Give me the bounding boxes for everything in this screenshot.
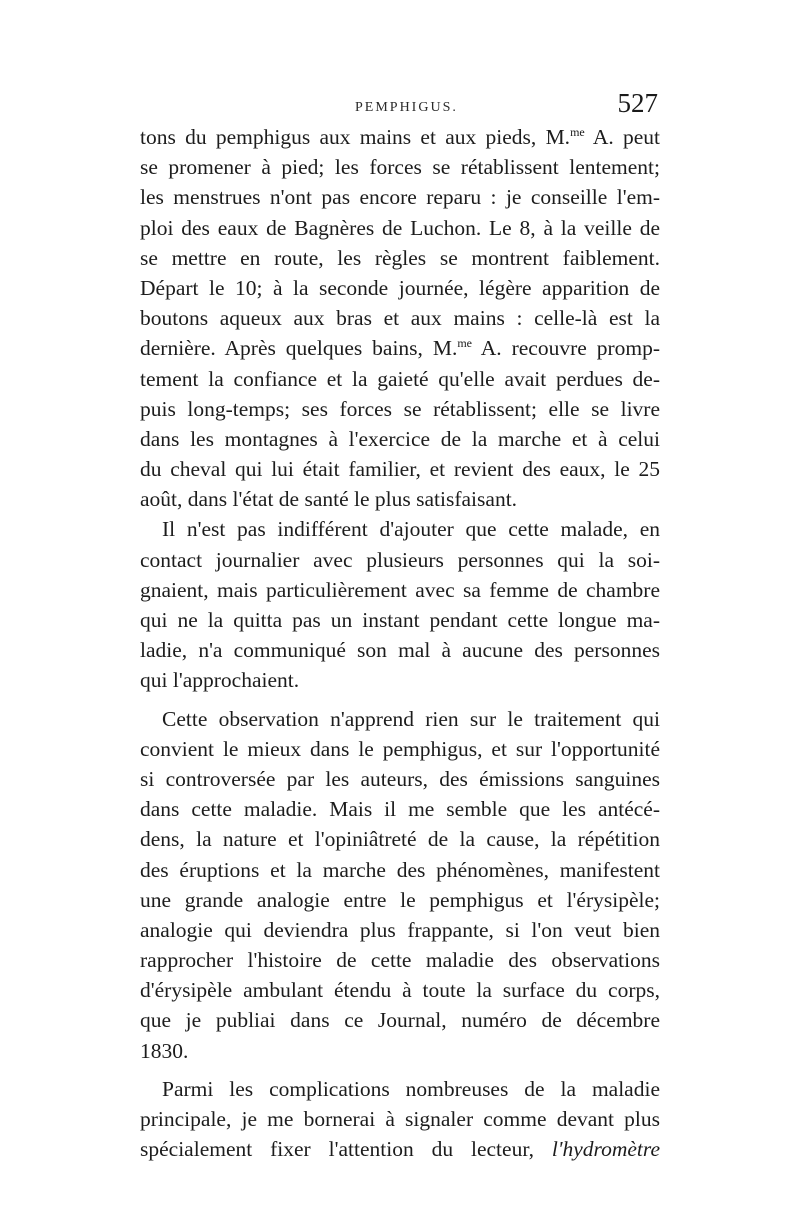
text-line: une grande analogie entre le pemphigus et l'érysipèle; bbox=[140, 887, 660, 912]
text-line: contact journalier avec plusieurs personnes qui la soi- bbox=[140, 547, 660, 572]
text-line: ladie, n'a communiqué son mal à aucune des personnes bbox=[140, 638, 660, 663]
text-line: Il n'est pas indifférent d'ajouter que cette malade, en bbox=[162, 517, 660, 542]
text-line: du cheval qui lui était familier, et revient des eaux, le 25 bbox=[140, 457, 660, 482]
text-line: dans cette maladie. Mais il me semble que les antécé- bbox=[140, 797, 660, 822]
text-line final-line: spécialement fixer l'attention du lecteur, l'hydromètre bbox=[140, 1137, 660, 1162]
text-line: d'érysipèle ambulant étendu à toute la surface du corps, bbox=[140, 978, 660, 1003]
text-line: si controversée par les auteurs, des émissions sanguines bbox=[140, 766, 660, 791]
paragraph-gap bbox=[140, 696, 660, 704]
text-line: dens, la nature et l'opiniâtreté de la cause, la répétition bbox=[140, 827, 660, 852]
text-line: gnaient, mais particulièrement avec sa femme de chambre bbox=[140, 577, 660, 602]
paragraph-3 bbox=[140, 704, 660, 1066]
text-line: août, dans l'état de santé le plus satisfaisant. bbox=[140, 487, 518, 512]
text-line: se promener à pied; les forces se rétablissent lentement; bbox=[140, 155, 660, 180]
text-line: les menstrues n'ont pas encore reparu : je conseille l'em- bbox=[140, 185, 660, 210]
text-line: analogie qui deviendra plus frappante, si l'on veut bien bbox=[140, 917, 660, 942]
text-line: boutons aqueux aux bras et aux mains : celle-là est la bbox=[140, 306, 660, 331]
page-number: 527 bbox=[617, 88, 658, 118]
text-line: Parmi les complications nombreuses de la maladie bbox=[162, 1076, 660, 1101]
running-title: PEMPHIGUS. bbox=[355, 100, 458, 115]
text-line: convient le mieux dans le pemphigus, et sur l'opportunité bbox=[140, 736, 660, 761]
paragraph-2 bbox=[140, 514, 660, 695]
text-line: qui ne la quitta pas un instant pendant cette longue ma- bbox=[140, 608, 660, 632]
text-line: se mettre en route, les règles se montrent faiblement. bbox=[140, 245, 660, 270]
text-line: dernière. Après quelques bains, M.$^{me}$ A. recouvre promp- bbox=[140, 336, 660, 361]
text-line: des éruptions et la marche des phénomènes, manifestent bbox=[140, 857, 660, 882]
text-line: tement la confiance et la gaieté qu'elle avait perdues de- bbox=[140, 366, 660, 391]
text-line: ploi des eaux de Bagnères de Luchon. Le 8, à la veille de bbox=[140, 215, 660, 240]
text-line: rapprocher l'histoire de cette maladie des observations bbox=[140, 948, 660, 973]
text-line: que je publiai dans ce Journal, numéro de décembre bbox=[140, 1008, 660, 1033]
text-line: puis long-temps; ses forces se rétablissent; elle se livre bbox=[140, 396, 660, 421]
text-line: 1830. bbox=[140, 1038, 189, 1063]
paragraph-4 bbox=[140, 1074, 660, 1165]
text-line: qui l'approchaient. bbox=[140, 668, 300, 693]
text-line: Cette observation n'apprend rien sur le traitement qui bbox=[162, 706, 660, 731]
body-text bbox=[140, 122, 660, 1164]
text-line: dans les montagnes à l'exercice de la marche et à celui bbox=[140, 426, 660, 451]
text-line: tons du pemphigus aux mains et aux pieds, M.$^{me}$ A. peut bbox=[140, 125, 661, 149]
text-line: principale, je me bornerai à signaler comme devant plus bbox=[140, 1107, 660, 1131]
paragraph-gap bbox=[140, 1066, 660, 1074]
text-line: Départ le 10; à la seconde journée, légère apparition de bbox=[140, 275, 660, 300]
paragraph-1 bbox=[140, 122, 660, 514]
